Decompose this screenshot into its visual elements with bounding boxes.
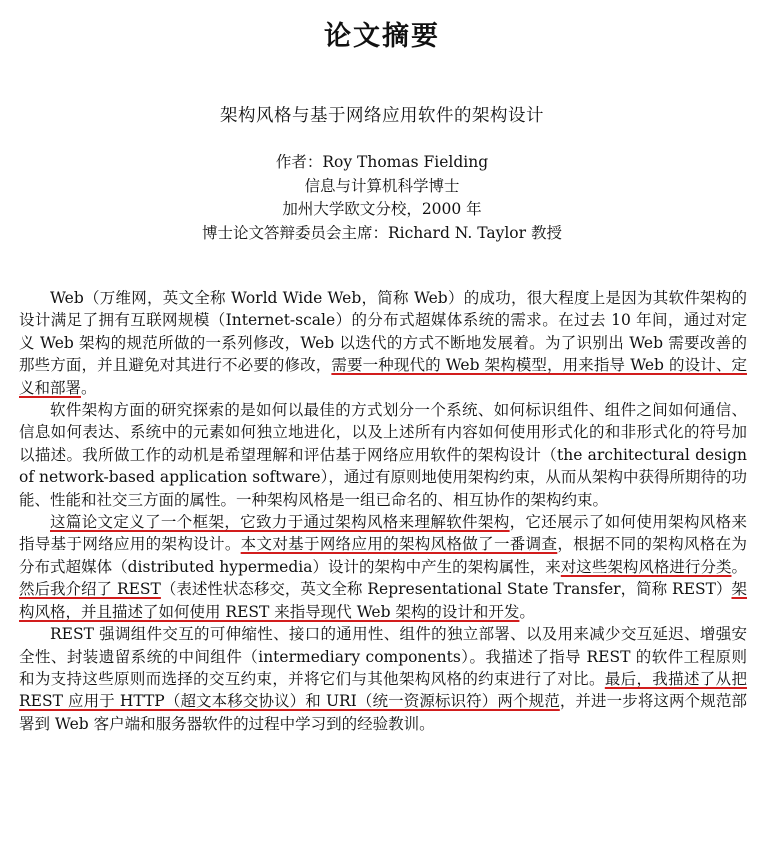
text-run: REST 强调组件交互的可伸缩性、接口的通用性、组件的独立部署、以及用来减少交互延迟、增强安全性、封装遗留系统的中间组件（intermediary components）。我描述了指导 REST 的软件工程原则和为支持这些原则而选择的交互约束，并将它们与其他架构风格的约束进行了对比。 bbox=[19, 625, 747, 688]
text-run: 。 bbox=[731, 557, 747, 576]
paragraph-3 bbox=[19, 511, 747, 623]
author-info bbox=[0, 151, 764, 245]
text-run: Web（万维网，英文全称 World Wide Web，简称 Web）的成功，很大程度上是因为其软件架构的设计满足了拥有互联网规模（Internet-scale）的分布式超媒体系统的需求。在过去 10 年间，通过对定义 Web 架构的规范所做的一系列修改，Web 以迭代的方式不断地发展着。为了识别出 Web 需要改善的那些方面，并且避免对其进行不必要的修改， bbox=[19, 289, 747, 375]
underlined-text: 这篇论文定义了一个框架，它致力于通过架构风格来理解软件架构 bbox=[50, 513, 510, 532]
underlined-text: 架构风格，并且描述了如何使用 REST 来指导现代 Web 架构的设计和开发 bbox=[19, 580, 747, 621]
underlined-text: 对这些架构风格进行分类 bbox=[560, 557, 732, 576]
degree-line: 信息与计算机科学博士 bbox=[304, 176, 460, 195]
text-run: 软件架构方面的研究探索的是如何以最佳的方式划分一个系统、如何标识组件、组件之间如何通信、信息如何表达、系统中的元素如何独立地进化，以及上述所有内容如何使用形式化的和非形式化的符号加以描述。我所做工作的动机是希望理解和评估基于网络应用软件的架构设计（the architectural design of network-based application software），通过有原则地使用架构约束，从而从架构中获得所期待的功能、性能和社交三方面的属性。一种架构风格是一组已命名的、相互协作的架构约束。 bbox=[19, 401, 747, 509]
thesis-title: 架构风格与基于网络应用软件的架构设计 bbox=[220, 106, 544, 126]
text-run: 。 bbox=[81, 378, 97, 397]
university-line: 加州大学欧文分校，2000 年 bbox=[282, 200, 482, 218]
paragraph-2 bbox=[19, 399, 747, 511]
underlined-text: 然后我介绍了 REST bbox=[19, 580, 161, 599]
text-run: ，并进一步将这两个规范部署到 Web 客户端和服务器软件的过程中学习到的经验教训。 bbox=[19, 692, 747, 733]
committee-line: 博士论文答辩委员会主席：Richard N. Taylor 教授 bbox=[202, 223, 562, 242]
paragraph-4 bbox=[19, 623, 747, 735]
abstract-body bbox=[19, 287, 747, 735]
underlined-text: 需要一种现代的 Web 架构模型，用来指导 Web 的设计、定义和部署 bbox=[19, 356, 747, 397]
text-run: ，它还展示了如何使用架构风格来指导基于网络应用的架构设计。 bbox=[19, 513, 747, 554]
underlined-text: 本文对基于网络应用的架构风格做了一番调查 bbox=[240, 535, 558, 554]
author-line: 作者：Roy Thomas Fielding bbox=[275, 153, 489, 171]
text-run: （表述性状态移交，英文全称 Representational State Transfer，简称 REST） bbox=[160, 580, 732, 599]
text-run: 。 bbox=[519, 602, 535, 621]
paragraph-1 bbox=[19, 287, 747, 399]
page-heading: 论文摘要 bbox=[324, 21, 440, 52]
text-run: ，根据不同的架构风格在为分布式超媒体（distributed hypermedia）设计的架构中产生的架构属性，来 bbox=[19, 535, 747, 576]
underlined-text: 最后，我描述了从把 REST 应用于 HTTP（超文本移交协议）和 URI（统一资源标识符）两个规范 bbox=[19, 669, 747, 711]
